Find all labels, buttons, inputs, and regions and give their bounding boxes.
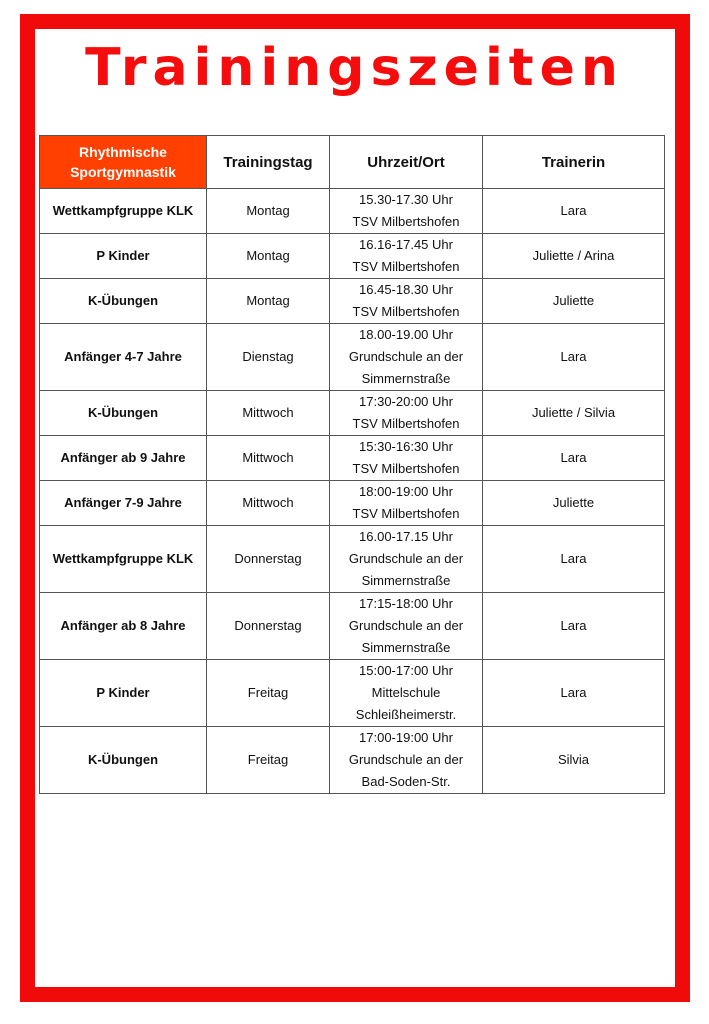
table-row: [40, 660, 665, 727]
place-text-2: Schleißheimerstr.: [355, 707, 457, 722]
place-text: Grundschule an der: [348, 349, 464, 364]
group-cell: K-Übungen: [40, 391, 207, 436]
table-row: [40, 436, 665, 481]
place-text: TSV Milbertshofen: [352, 461, 460, 476]
place-text: Grundschule an der: [348, 551, 464, 566]
time-text: 16.00-17.15 Uhr: [359, 529, 453, 544]
time-text: 18:00-19:00 Uhr: [359, 484, 453, 499]
time-text: 16.45-18.30 Uhr: [359, 282, 453, 297]
trainer-cell: Juliette / Arina: [483, 234, 665, 279]
time-text: 15:30-16:30 Uhr: [359, 439, 453, 454]
place-text: Mittelschule: [371, 685, 441, 700]
day-cell: Montag: [207, 189, 330, 234]
time-text: 15.30-17.30 Uhr: [359, 192, 453, 207]
page-title: Trainingszeiten: [85, 38, 624, 98]
trainer-cell: Lara: [483, 593, 665, 660]
time-place-cell: [330, 189, 483, 234]
day-cell: Donnerstag: [207, 593, 330, 660]
group-cell: P Kinder: [40, 234, 207, 279]
schedule-table: [39, 135, 665, 794]
time-place-cell: [330, 660, 483, 727]
table-row: [40, 526, 665, 593]
group-cell: Anfänger 7-9 Jahre: [40, 481, 207, 526]
day-cell: Freitag: [207, 727, 330, 794]
time-text: 17:30-20:00 Uhr: [359, 394, 453, 409]
trainer-cell: Juliette / Silvia: [483, 391, 665, 436]
table-row: [40, 727, 665, 794]
day-cell: Montag: [207, 234, 330, 279]
time-text: 17:00-19:00 Uhr: [359, 730, 453, 745]
table-row: [40, 189, 665, 234]
table-row: [40, 391, 665, 436]
trainer-cell: Silvia: [483, 727, 665, 794]
time-text: 18.00-19.00 Uhr: [359, 327, 453, 342]
time-place-cell: [330, 279, 483, 324]
place-text-2: Simmernstraße: [361, 573, 451, 588]
place-text: TSV Milbertshofen: [352, 416, 460, 431]
place-text: TSV Milbertshofen: [352, 214, 460, 229]
place-text: Grundschule an der: [348, 752, 464, 767]
time-place-cell: [330, 593, 483, 660]
day-cell: Montag: [207, 279, 330, 324]
time-place-cell: [330, 234, 483, 279]
header-time-place: Uhrzeit/Ort: [330, 136, 483, 189]
place-text-2: Bad-Soden-Str.: [361, 774, 451, 789]
trainer-cell: Juliette: [483, 481, 665, 526]
group-cell: Anfänger 4-7 Jahre: [40, 324, 207, 391]
group-cell: P Kinder: [40, 660, 207, 727]
trainer-cell: Lara: [483, 436, 665, 481]
group-cell: Anfänger ab 9 Jahre: [40, 436, 207, 481]
table-header-row: [40, 136, 665, 189]
time-place-cell: [330, 391, 483, 436]
group-cell: Anfänger ab 8 Jahre: [40, 593, 207, 660]
day-cell: Freitag: [207, 660, 330, 727]
header-category: [40, 136, 207, 189]
table-row: [40, 234, 665, 279]
day-cell: Donnerstag: [207, 526, 330, 593]
day-cell: Dienstag: [207, 324, 330, 391]
table-row: [40, 593, 665, 660]
trainer-cell: Lara: [483, 526, 665, 593]
header-category-line1: Rhythmische: [79, 144, 167, 160]
time-place-cell: [330, 324, 483, 391]
time-place-cell: [330, 436, 483, 481]
time-text: 16.16-17.45 Uhr: [359, 237, 453, 252]
header-category-line2: Sportgymnastik: [70, 164, 176, 180]
header-day: Trainingstag: [207, 136, 330, 189]
group-cell: K-Übungen: [40, 279, 207, 324]
place-text: TSV Milbertshofen: [352, 259, 460, 274]
place-text: TSV Milbertshofen: [352, 506, 460, 521]
table-row: [40, 481, 665, 526]
group-cell: Wettkampfgruppe KLK: [40, 189, 207, 234]
time-place-cell: [330, 727, 483, 794]
trainer-cell: Lara: [483, 324, 665, 391]
trainer-cell: Lara: [483, 189, 665, 234]
day-cell: Mittwoch: [207, 481, 330, 526]
group-cell: K-Übungen: [40, 727, 207, 794]
header-trainer: Trainerin: [483, 136, 665, 189]
trainer-cell: Lara: [483, 660, 665, 727]
time-text: 17:15-18:00 Uhr: [359, 596, 453, 611]
time-place-cell: [330, 526, 483, 593]
table-row: [40, 324, 665, 391]
time-text: 15:00-17:00 Uhr: [359, 663, 453, 678]
place-text: Grundschule an der: [348, 618, 464, 633]
table-row: [40, 279, 665, 324]
group-cell: Wettkampfgruppe KLK: [40, 526, 207, 593]
place-text: TSV Milbertshofen: [352, 304, 460, 319]
time-place-cell: [330, 481, 483, 526]
day-cell: Mittwoch: [207, 436, 330, 481]
day-cell: Mittwoch: [207, 391, 330, 436]
trainer-cell: Juliette: [483, 279, 665, 324]
place-text-2: Simmernstraße: [361, 640, 451, 655]
place-text-2: Simmernstraße: [361, 371, 451, 386]
